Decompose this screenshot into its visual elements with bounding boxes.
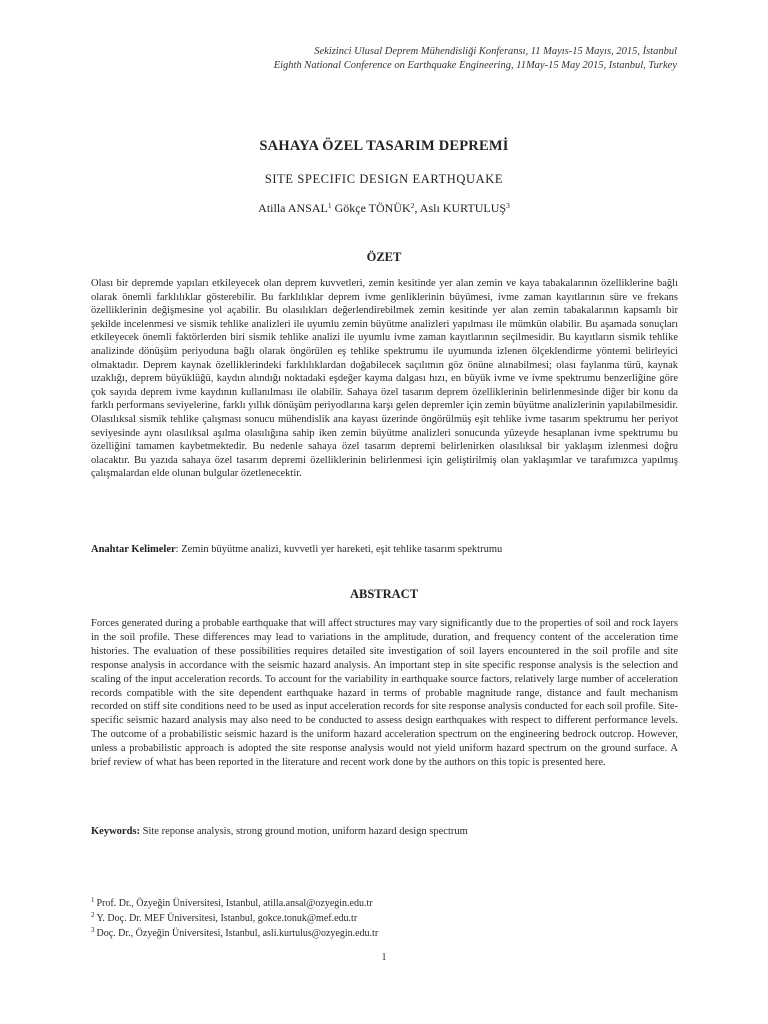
paper-title: SAHAYA ÖZEL TASARIM DEPREMİ (259, 138, 509, 154)
paper-subtitle: SITE SPECIFIC DESIGN EARTHQUAKE (264, 172, 504, 186)
conference-header-turkish: Sekizinci Ulusal Deprem Mühendisliği Konferansı, 11 Mayıs-15 Mayıs, 2015, İstanbul (314, 46, 677, 57)
keywords-english (91, 826, 691, 837)
author-mark: 3 (506, 201, 510, 210)
footnote-mark: 2 (91, 911, 95, 919)
footnote-mark: 1 (91, 896, 95, 904)
keywords-english-text: Site reponse analysis, strong ground motion, uniform hazard design spectrum (140, 826, 468, 837)
ozet-heading: ÖZET (366, 250, 402, 264)
ozet-paragraph: Olası bir depremde yapıları etkileyecek olan deprem kuvvetleri, zemin kesitinde yer alan zemin ve kaya tabakalarının özelliklerine bağlı olarak önemli farklılıklar gösterebilir. Bu farklılıklar deprem ivme genliklerinin büyümesi, ivme zaman kayıtlarının süre ve frekans özelliklerinin değişmesine yol açabilir. Bu olasılıkları değerlendirebilmek zemin kesitinde yer alan zemin tabakalarının kapsamlı bir şekilde incelenmesi ve sismik tehlike analizleri ile uyumlu zemin büyütme analizleri yapılması ile mümkün olabilir. Bu aşamada sonuçları etkileyecek önemli faktörlerden biri sismik tehlike analizi ile uyumlu ivme zaman kayıtlarının seçilmesidir. Bu kayıtların sismik tehlike analizinde dönüşüm periyoduna bağlı olarak öngörülen eş tehlike spektrumu ile uyumunda izlenen ölçeklendirme yöntemi belirleyici olmaktadır. Deprem kaynak özelliklerindeki farklılıklardan doğabilecek saçılımın göz önüne alınabilmesi; olası faylanma türü, kaynak uzaklığı, deprem büyüklüğü, kaydın alındığı noktadaki eşdeğer kayma dalgası hızı, en büyük ivme ve ivme spektrumu benzerliğine göre çok sayıda deprem ivme kaydının kullanılması ile olabilir. Sahaya özel tasarım deprem özelliklerinin belirlenmesinde diğer bir konu da farklı performans seviyelerine, farklı yıllık dönüşüm periyodlarına karşı gelen depremler için zemin büyütme analizlerinin yapılabilmesidir. Olasılıksal sismik tehlike çalışması sonucu mühendislik ana kayası üzerinde öngörülmüş eşit tehlike ivme tasarım spektrumu her periyot seviyesinde aynı olasılıksal aşılma olasılığına sahip iken zemin büyütme analizleri sonucunda yüzeyde hesaplanan ivme spektrumu bu özelliğini tamamen kaybetmektedir. Bu nedenle sahaya özel tasarım depremi belirlenirken olasılıksal bir yaklaşım izlenmesi doğru olacaktır. Bu yazıda sahaya özel tasarım depremi özelliklerinin belirlenmesi için geliştirilmiş olan yaklaşımlar ve tarafımızca yapılmış çalışmalardan elde olunan bulgular özetlenecektir. (91, 278, 678, 480)
author-list: Atilla ANSAL$^1$ Gökçe TÖNÜK$^2$, Aslı KURTULUŞ$^3$ (258, 201, 510, 215)
footnote-text: Prof. Dr., Özyeğin Üniversitesi, Istanbul, atilla.ansal@ozyegin.edu.tr (96, 898, 373, 909)
page-number: 1 (381, 952, 387, 963)
author-name: Atilla ANSAL (258, 201, 328, 215)
author-mark: 1 (327, 201, 332, 210)
abstract-heading: ABSTRACT (349, 587, 419, 601)
footnote (91, 924, 378, 941)
footnote-text: Y. Doç. Dr. MEF Üniversitesi, Istanbul, gokce.tonuk@mef.edu.tr (96, 913, 358, 924)
keywords-turkish-text: : Zemin büyütme analizi, kuvvetli yer hareketi, eşit tehlike tasarım spektrumu (175, 544, 503, 555)
footnote-text: Doç. Dr., Özyeğin Üniversitesi, Istanbul, asli.kurtulus@ozyegin.edu.tr (96, 928, 379, 939)
author-mark: 2 (410, 201, 415, 210)
footnote-mark: 3 (91, 926, 95, 934)
author-name: Gökçe TÖNÜK (334, 201, 411, 215)
abstract-paragraph: Forces generated during a probable earthquake that will affect structures may vary significantly due to the properties of soil and rock layers in the soil profile. These differences may lead to variations in the amplitude, duration, and frequency content of the acceleration time histories. The evaluation of these possibilities requires detailed site investigation of soil layers encountered in the soil profile and site response analysis in accordance with the seismic hazard analysis. An important step in site specific response analysis is the selection and scaling of the input acceleration records. To account for the variability in earthquake source factors, relatively large number of acceleration records compatible with the site dependent earthquake hazard in terms of probable magnitude range, distance and fault mechanism recorded on stiff site conditions need to be used as input acceleration records for site response analysis conducted for each soil profile. Site-specific seismic hazard analysis may also need to be conducted to assess design earthquakes with respect to different performance levels. The outcome of a probabilistic seismic hazard is the uniform hazard acceleration spectrum on the engineering bedrock outcrop. However, unless a probabilistic approach is adopted the site response analysis would not yield uniform hazard spectrum on the ground surface. A brief review of what has been reported in the literature and recent work done by the authors on this topic is presented here. (91, 618, 678, 769)
conference-header-english: Eighth National Conference on Earthquake Engineering, 11May-15 May 2015, Istanbul, Turkey (273, 60, 677, 71)
author-name: Aslı KURTULUŞ (419, 201, 507, 215)
keywords-turkish (91, 544, 691, 555)
keywords-turkish-label: Anahtar Kelimeler (91, 544, 176, 555)
keywords-english-label: Keywords: (91, 826, 140, 837)
